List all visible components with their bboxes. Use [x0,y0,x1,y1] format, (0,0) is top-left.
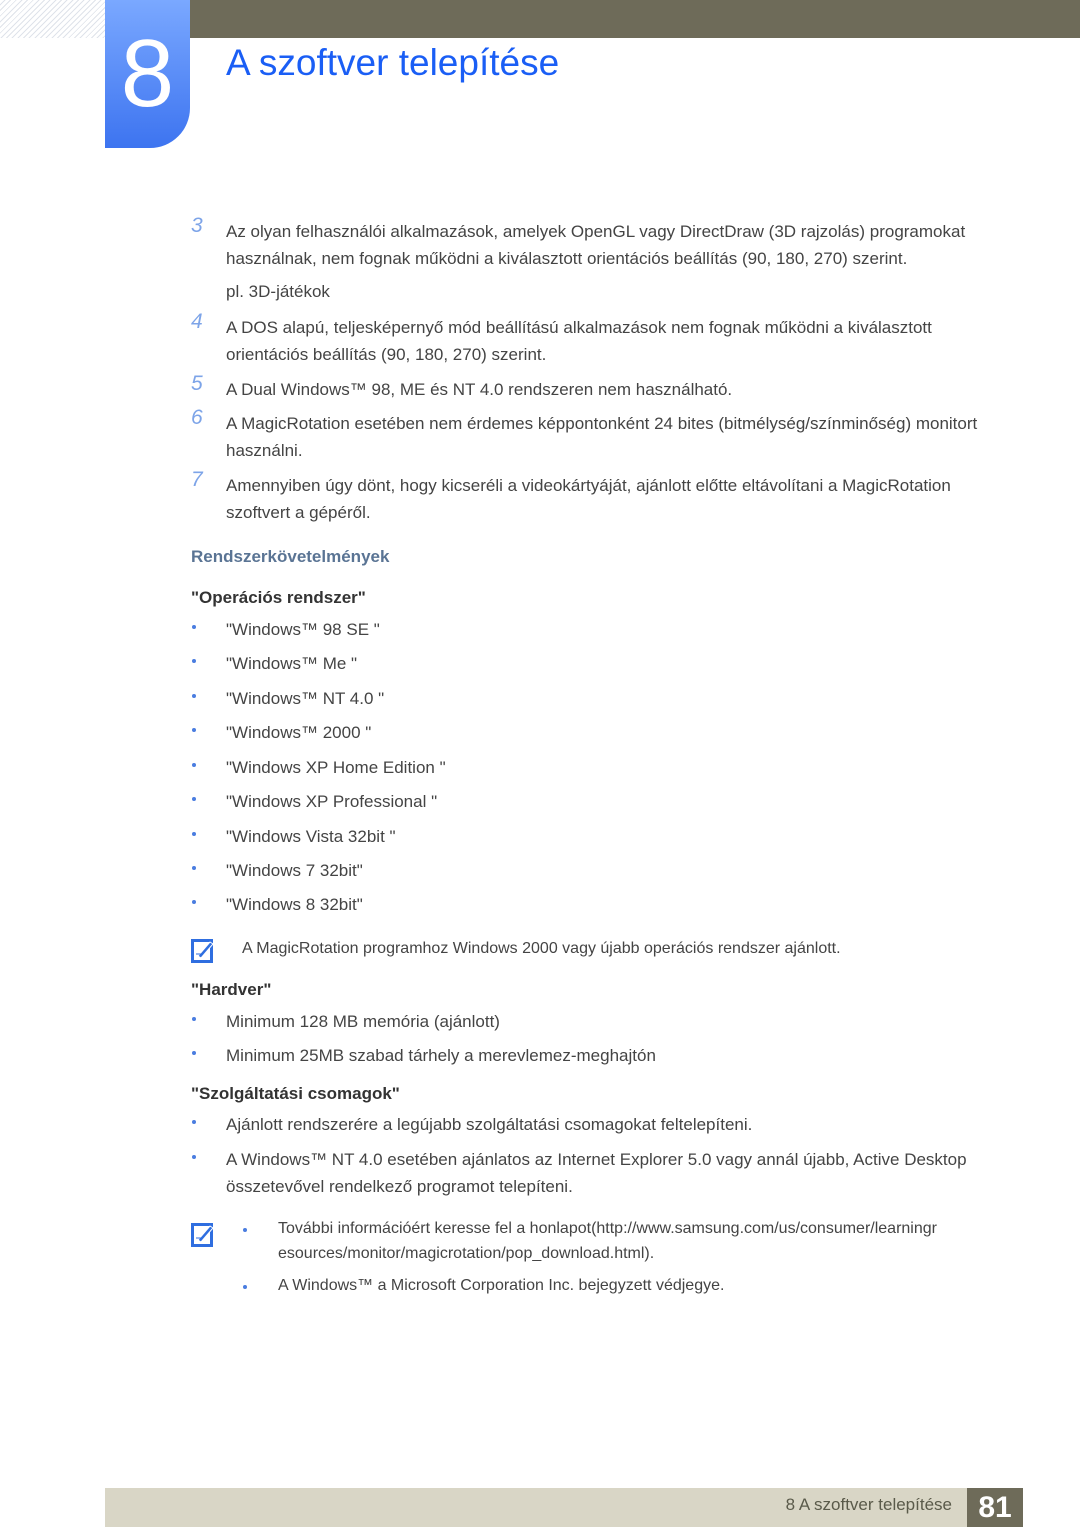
section-title-requirements: Rendszerkövetelmények [191,547,390,566]
footer-chapter-label: 8 A szoftver telepítése [785,1495,952,1514]
bullet-icon [192,694,196,698]
bullet-icon [192,1017,196,1021]
bullet-icon [192,1155,196,1159]
os-list-item-text: "Windows™ NT 4.0 " [226,689,385,708]
note-icon [190,1220,218,1248]
bullet-icon [243,1228,247,1232]
sp-list-item-text: Ajánlott rendszerére a legújabb szolgáltatási csomagokat feltelepíteni. [226,1115,753,1134]
os-list-item-text: "Windows™ 2000 " [226,723,372,742]
subheading-service-packs: "Szolgáltatási csomagok" [191,1084,400,1103]
bullet-icon [192,797,196,801]
bullet-icon [192,728,196,732]
os-list-item-text: "Windows 7 32bit" [226,861,363,880]
header-hatch-decoration [0,0,105,38]
item-text: A MagicRotation esetében nem érdemes képpontonként 24 bites (bitmélység/színminőség) monitort használni. [226,414,978,460]
bullet-icon [192,900,196,904]
bullet-icon [192,625,196,629]
item-text: Amennyiben úgy dönt, hogy kicseréli a videokártyáját, ajánlott előtte eltávolítani a MagicRotation szoftvert a gépéről. [226,476,951,522]
hw-list-item-text: Minimum 25MB szabad tárhely a merevlemez-meghajtón [226,1046,656,1065]
os-note-text: A MagicRotation programhoz Windows 2000 vagy újabb operációs rendszer ajánlott. [242,940,841,957]
sp-list-item-text: A Windows™ NT 4.0 esetében ajánlatos az Internet Explorer 5.0 vagy annál újabb, Active Desktop összetevővel rendelkező programot telepíteni. [226,1150,967,1196]
item-number: 6 [191,406,203,429]
chapter-number-tab: 8 [105,0,190,148]
os-list-item-text: "Windows™ Me " [226,654,358,673]
bullet-icon [192,832,196,836]
final-note-text: További információért keresse fel a honlapot(http://www.samsung.com/us/consumer/learningresources/monitor/magicrotation/pop_download.html). [278,1220,937,1262]
bullet-icon [243,1285,247,1289]
subheading-os: "Operációs rendszer" [191,588,366,607]
os-list-item-text: "Windows XP Professional " [226,792,438,811]
page-title: A szoftver telepítése [226,42,560,83]
note-icon [190,936,218,964]
bullet-icon [192,659,196,663]
final-note-text: A Windows™ a Microsoft Corporation Inc. bejegyzett védjegye. [278,1277,725,1294]
os-list-item-text: "Windows Vista 32bit " [226,827,396,846]
os-list-item-text: "Windows XP Home Edition " [226,758,446,777]
item-number: 4 [191,310,203,333]
page-number: 81 [967,1488,1023,1527]
example-text: pl. 3D-játékok [226,282,330,301]
item-text: Az olyan felhasználói alkalmazások, amelyek OpenGL vagy DirectDraw (3D rajzolás) programokat használnak, nem fognak működni a kiválasztott orientációs beállítás (90, 180, 270) szerint. [226,222,966,268]
os-list-item-text: "Windows 8 32bit" [226,895,363,914]
header-bar [190,0,1080,38]
subheading-hardware: "Hardver" [191,980,272,999]
bullet-icon [192,866,196,870]
item-number: 5 [191,372,203,395]
bullet-icon [192,1120,196,1124]
item-number: 7 [191,468,203,491]
item-number: 3 [191,214,203,237]
hw-list-item-text: Minimum 128 MB memória (ajánlott) [226,1012,500,1031]
bullet-icon [192,1051,196,1055]
item-text: A DOS alapú, teljesképernyő mód beállítású alkalmazások nem fognak működni a kiválasztott orientációs beállítás (90, 180, 270) szerint. [226,318,932,364]
os-list-item-text: "Windows™ 98 SE " [226,620,380,639]
bullet-icon [192,763,196,767]
item-text: A Dual Windows™ 98, ME és NT 4.0 rendszeren nem használható. [226,380,733,399]
